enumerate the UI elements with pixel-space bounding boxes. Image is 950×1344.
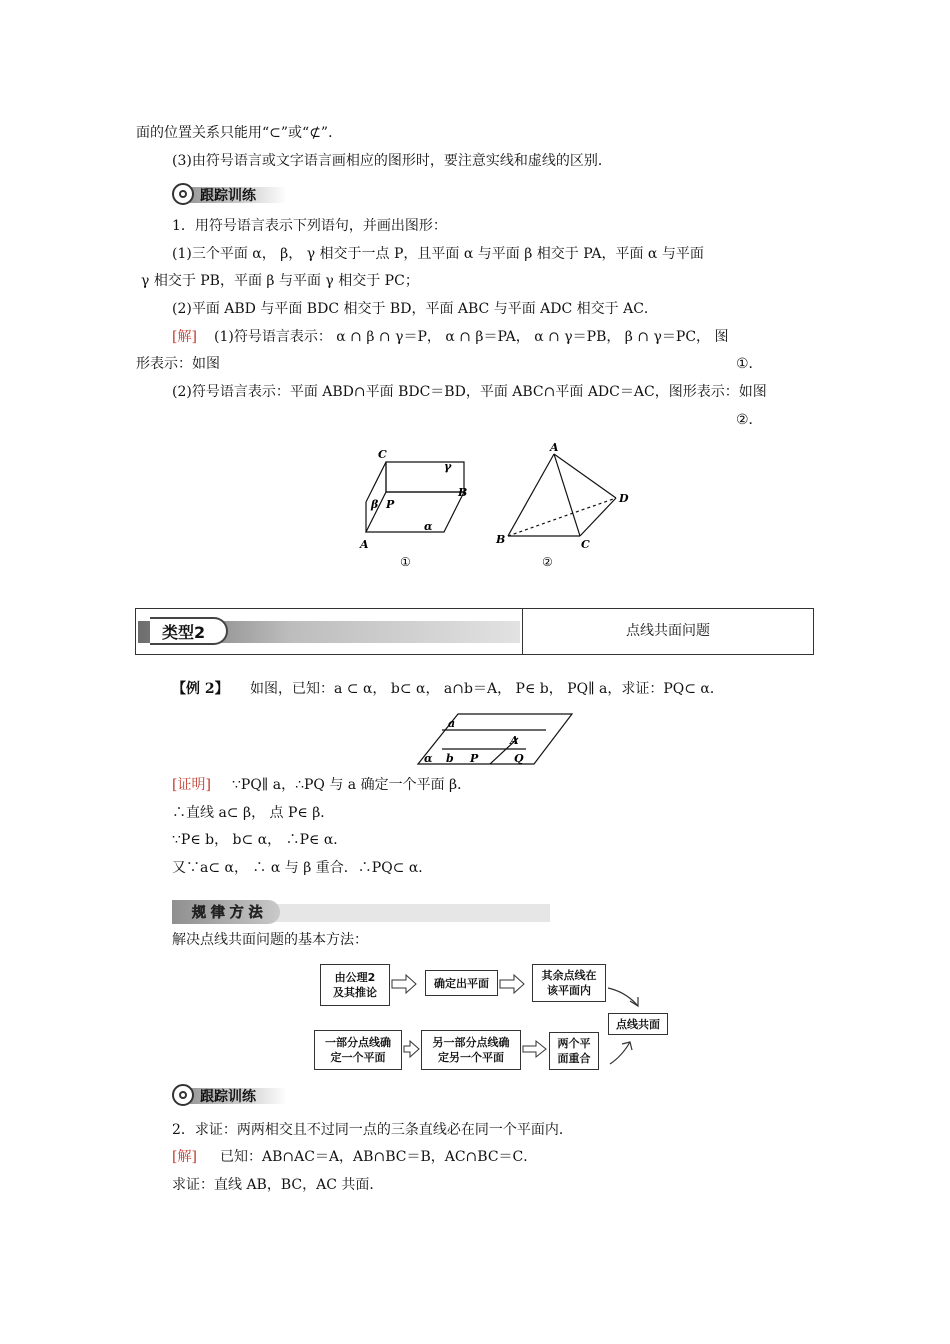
flow-box-rest-in-plane: 其余点线在 该平面内 (532, 964, 606, 1002)
flow-box-planes-coincide: 两个平 面重合 (549, 1032, 599, 1070)
fig3-label-alpha: α (424, 752, 433, 765)
fig3-label-A: A (510, 734, 519, 747)
exercise-1-statement-2: (2)平面 ABD 与平面 BDC 相交于 BD，平面 ABC 与平面 ADC 相交于 AC． (172, 301, 658, 317)
fig1-label-P: P (386, 498, 395, 511)
exercise-2-solution-tag: [解] (172, 1149, 197, 1165)
fig2-label-A: A (550, 441, 559, 454)
target-icon (172, 1084, 194, 1106)
flow-box-axiom: 由公理2 及其推论 (320, 964, 390, 1006)
flow-box-part-one: 一部分点线确 定一个平面 (314, 1030, 402, 1070)
banner-label-2: 跟踪训练 (200, 1089, 256, 1105)
solution-2b-ref: ②． (736, 412, 763, 428)
figure-plane-lines (414, 710, 576, 770)
exercise-2-solution: 已知：AB∩AC＝A，AB∩BC＝B，AC∩BC＝C． (220, 1149, 538, 1165)
hollow-arrow-icon (392, 975, 416, 993)
fig2-label-D: D (619, 492, 629, 505)
hollow-arrow-icon (404, 1041, 419, 1057)
example-2-tag: 【例 2】 (172, 681, 229, 697)
fig3-label-b: b (446, 752, 454, 765)
flow-box-determine-plane: 确定出平面 (425, 970, 498, 996)
fig1-label-beta: β (371, 498, 379, 511)
banner-label: 跟踪训练 (200, 188, 256, 204)
exercise-1-statement-1b: γ 相交于 PB，平面 β 与平面 γ 相交于 PC； (141, 273, 419, 289)
type-2-badge: 类型2 (162, 623, 206, 642)
intro-line-1: 面的位置关系只能用“⊂”或“⊄”． (136, 125, 343, 141)
fig2-label-B: B (496, 533, 506, 546)
flow-box-coplanar: 点线共面 (608, 1013, 668, 1035)
exercise-1-statement-1a: (1)三个平面 α， β， γ 相交于一点 P，且平面 α 与平面 β 相交于 PA，平面 α 与平面 (172, 246, 704, 262)
fig1-label-B: B (458, 486, 468, 499)
type-2-header (135, 608, 814, 655)
example-2-text: 如图，已知：a ⊂ α， b⊂ α， a∩b＝A， P∈ b， PQ∥ a，求证：PQ⊂ α． (250, 681, 724, 697)
target-icon (172, 183, 194, 205)
fig3-label-a: a (448, 717, 456, 730)
figure-tetrahedron (492, 440, 632, 572)
solution-2a: (2)符号语言表示：平面 ABD∩平面 BDC＝BD，平面 ABC∩平面 ADC＝AC，图形表示：如图 (172, 384, 767, 400)
hollow-arrow-icon (523, 1041, 546, 1057)
solution-1b: 形表示：如图 (136, 356, 220, 372)
fig1-label-A: A (360, 538, 369, 551)
intro-line-2: (3)由符号语言或文字语言画相应的图形时，要注意实线和虚线的区别． (172, 153, 612, 169)
fig3-label-Q: Q (514, 752, 524, 765)
proof-tag: [证明] (172, 777, 211, 793)
type-2-title: 点线共面问题 (626, 623, 710, 639)
fig2-label-C: C (581, 538, 590, 551)
exercise-2-question: 2．求证：两两相交且不过同一点的三条直线必在同一个平面内． (172, 1122, 573, 1138)
proof-line-3: ∵P∈ b， b⊂ α， ∴P∈ α． (172, 832, 348, 848)
fig1-label-gamma: γ (444, 460, 452, 473)
proof-line-1: ∵PQ∥ a，∴PQ 与 a 确定一个平面 β． (232, 777, 472, 793)
proof-line-4: 又∵a⊂ α， ∴ α 与 β 重合．∴PQ⊂ α． (172, 860, 433, 876)
flow-arrows (300, 960, 680, 1080)
exercise-2-prove: 求证：直线 AB，BC，AC 共面． (172, 1177, 384, 1193)
method-intro: 解决点线共面问题的基本方法： (172, 932, 368, 948)
method-banner (172, 904, 550, 922)
fig3-label-P: P (470, 752, 479, 765)
solution-1b-ref: ①． (736, 356, 763, 372)
figure-three-planes (352, 444, 482, 572)
follow-up-banner (172, 183, 287, 207)
fig1-caption: ① (400, 555, 411, 569)
proof-line-2: ∴直线 a⊂ β， 点 P∈ β． (172, 805, 335, 821)
flow-box-part-two: 另一部分点线确 定另一个平面 (421, 1030, 521, 1070)
fig1-label-C: C (378, 448, 387, 461)
fig2-caption: ② (542, 555, 553, 569)
follow-up-banner-2 (172, 1084, 287, 1108)
solution-tag: [解] (172, 329, 197, 345)
hollow-arrow-icon (500, 975, 524, 993)
fig1-label-alpha: α (424, 520, 433, 533)
solution-1a: (1)符号语言表示： α ∩ β ∩ γ＝P， α ∩ β＝PA， α ∩ γ＝PB， β ∩ γ＝PC， 图 (214, 329, 729, 345)
method-label: 规 律 方 法 (192, 905, 263, 921)
exercise-1-question: 1．用符号语言表示下列语句，并画出图形： (172, 218, 447, 234)
